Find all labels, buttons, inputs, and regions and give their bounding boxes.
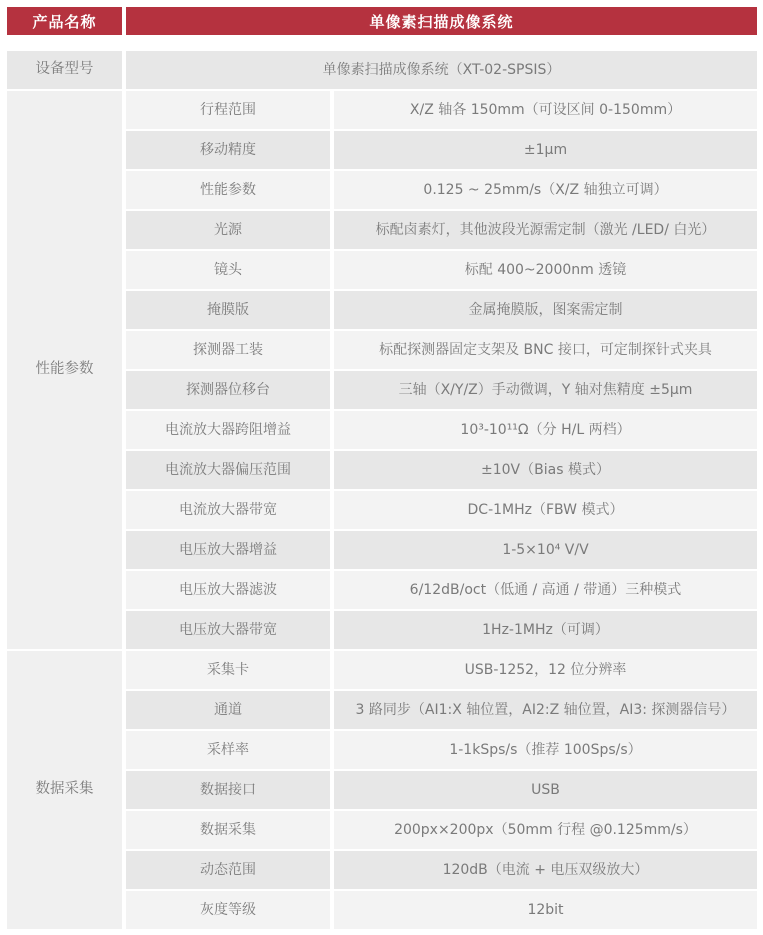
param-value-cell: 3 路同步（AI1:X 轴位置，AI2:Z 轴位置，AI3: 探测器信号） [334,691,757,729]
param-name-cell: 数据采集 [126,811,330,849]
param-value-cell: DC-1MHz（FBW 模式） [334,491,757,529]
param-name-cell: 通道 [126,691,330,729]
param-name-cell: 电压放大器带宽 [126,611,330,649]
param-value-cell: 0.125 ~ 25mm/s（X/Z 轴独立可调） [334,171,757,209]
param-value-cell: 标配 400~2000nm 透镜 [334,251,757,289]
param-value-cell: 10³-10¹¹Ω（分 H/L 两档） [334,411,757,449]
param-name-cell: 光源 [126,211,330,249]
param-name-cell: 探测器工装 [126,331,330,369]
param-value-cell: 1-5×10⁴ V/V [334,531,757,569]
category-cell: 数据采集 [7,651,122,929]
param-name-cell: 采集卡 [126,651,330,689]
param-name-cell: 移动精度 [126,131,330,169]
param-value-cell: X/Z 轴各 150mm（可设区间 0-150mm） [334,91,757,129]
param-value-cell: ±10V（Bias 模式） [334,451,757,489]
param-name-cell: 电流放大器偏压范围 [126,451,330,489]
param-value-cell: 1Hz-1MHz（可调） [334,611,757,649]
param-name-cell: 数据接口 [126,771,330,809]
param-name-cell: 性能参数 [126,171,330,209]
param-name-cell: 掩膜版 [126,291,330,329]
param-value-cell: ±1μm [334,131,757,169]
param-name-cell: 电压放大器增益 [126,531,330,569]
category-cell: 性能参数 [7,91,122,649]
param-value-cell: USB-1252，12 位分辨率 [334,651,757,689]
param-value-cell: 标配卤素灯，其他波段光源需定制（激光 /LED/ 白光） [334,211,757,249]
param-name-cell: 采样率 [126,731,330,769]
param-name-cell: 电流放大器跨阻增益 [126,411,330,449]
product-name-header: 单像素扫描成像系统 [126,7,757,35]
model-value-cell: 单像素扫描成像系统（XT-02-SPSIS） [126,51,757,89]
spec-table-body [7,51,757,929]
param-value-cell: 标配探测器固定支架及 BNC 接口，可定制探针式夹具 [334,331,757,369]
param-name-cell: 灰度等级 [126,891,330,929]
param-name-cell: 行程范围 [126,91,330,129]
param-value-cell: 1-1kSps/s（推荐 100Sps/s） [334,731,757,769]
param-value-cell: 三轴（X/Y/Z）手动微调，Y 轴对焦精度 ±5μm [334,371,757,409]
param-name-cell: 镜头 [126,251,330,289]
table-header-row [7,7,757,35]
param-name-cell: 电流放大器带宽 [126,491,330,529]
param-name-cell: 电压放大器滤波 [126,571,330,609]
param-value-cell: 6/12dB/oct（低通 / 高通 / 带通）三种模式 [334,571,757,609]
param-value-cell: 200px×200px（50mm 行程 @0.125mm/s） [334,811,757,849]
param-value-cell: USB [334,771,757,809]
param-value-cell: 12bit [334,891,757,929]
param-name-cell: 动态范围 [126,851,330,889]
category-cell-model: 设备型号 [7,51,122,89]
param-name-cell: 探测器位移台 [126,371,330,409]
param-value-cell: 120dB（电流 + 电压双级放大） [334,851,757,889]
param-value-cell: 金属掩膜版，图案需定制 [334,291,757,329]
product-label-header: 产品名称 [7,7,122,35]
